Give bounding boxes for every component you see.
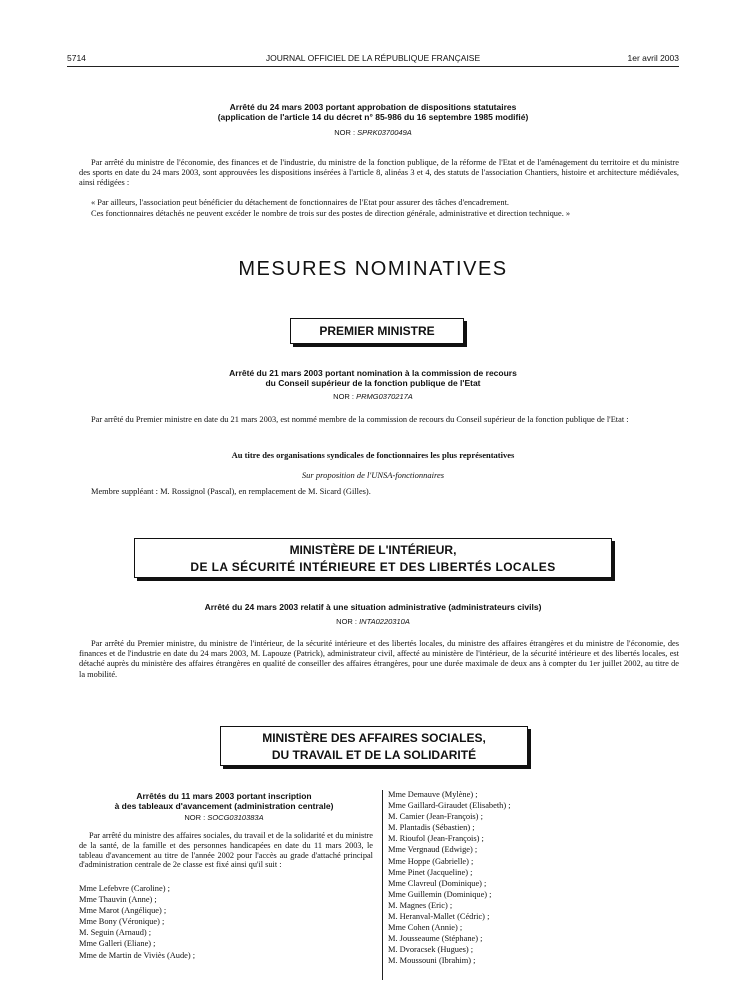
pm-subheading: Au titre des organisations syndicales de fonctionnaires les plus représentatives [231, 450, 515, 460]
header-rule [67, 66, 679, 67]
arrete1-title-line2: (application de l'article 14 du décret n° 85-986 du 16 septembre 1985 modifié) [217, 112, 529, 122]
list-item: Mme Lefebvre (Caroline) ; [79, 884, 170, 893]
arrete1-quote1: « Par ailleurs, l'association peut bénéficier du détachement de fonctionnaires de l'Etat pour assurer des tâches d'encadrement. [91, 198, 509, 207]
list-item: M. Magnes (Eric) ; [388, 900, 453, 910]
as-title-line1: Arrêtés du 11 mars 2003 portant inscription [136, 791, 312, 801]
pm-title-line1: Arrêté du 21 mars 2003 portant nomination à la commission de recours [229, 368, 517, 378]
list-item: Mme Bony (Véronique) ; [79, 917, 165, 927]
interieur-nor [67, 617, 679, 626]
list-item: Mme Pinet (Jacqueline) ; [388, 867, 473, 877]
interieur-box-line2: DE LA SÉCURITÉ INTÉRIEURE ET DES LIBERTÉS LOCALES [190, 560, 556, 574]
list-item: Mme Demauve (Mylène) ; [388, 790, 478, 799]
list-item: Mme Vergnaud (Edwige) ; [388, 845, 478, 855]
arrete1-nor [67, 128, 679, 137]
list-item: Mme Galleri (Eliane) ; [79, 939, 156, 949]
interieur-body: Par arrêté du Premier ministre, du ministre de l'intérieur, de la sécurité intérieure et des libertés locales, du ministre des affaires étrangères et du ministre de l'économie, des finances et de l'industrie en date du 24 mars 2003, M. Lapouze (Patrick), administrateur civil, affecté au ministère de l'intérieur, de la sécurité intérieure et des libertés locales, est détaché auprès du ministère des affaires étrangères en qualité de conseiller des affaires étrangères, pour une durée maximale de deux ans à compter du 1er juillet 2002, au titre de la mobilité. [79, 639, 679, 679]
as-body: Par arrêté du ministre des affaires sociales, du travail et de la solidarité et du ministre de la santé, de la famille et des personnes handicapées en date du 11 mars 2003, le tableau d'avancement au titre de l'année 2002 pour l'accès au grade d'attaché principal d'administration centrale de 2e classe est fixé ainsi qu'il suit : [79, 831, 373, 870]
journal-title: JOURNAL OFFICIEL DE LA RÉPUBLIQUE FRANÇAISE [265, 53, 481, 63]
pm-body: Par arrêté du Premier ministre en date du 21 mars 2003, est nommé membre de la commission de recours du Conseil supérieur de la fonction publique de l'Etat : [91, 415, 629, 424]
arrete1-title-line1: Arrêté du 24 mars 2003 portant approbation de dispositions statutaires [229, 102, 517, 112]
list-item: M. Jousseaume (Stéphane) ; [388, 934, 483, 944]
nor-code: SPRK0370049A [357, 128, 412, 137]
page-header [67, 53, 679, 65]
nor-label: NOR : [336, 617, 357, 626]
affaires-sociales-box-line1: MINISTÈRE DES AFFAIRES SOCIALES, [262, 731, 486, 745]
issue-date: 1er avril 2003 [627, 53, 679, 63]
premier-ministre-box [290, 318, 464, 344]
pm-italic-line: Sur proposition de l'UNSA-fonctionnaires [301, 470, 445, 480]
nor-label: NOR : [334, 128, 356, 137]
list-item: Mme Cohen (Annie) ; [388, 923, 463, 933]
list-item: M. Camier (Jean-François) ; [388, 812, 483, 822]
affaires-sociales-box-line2: DU TRAVAIL ET DE LA SOLIDARITÉ [271, 748, 477, 762]
affaires-sociales-box [220, 726, 528, 766]
pm-title-line2: du Conseil supérieur de la fonction publique de l'Etat [265, 378, 481, 388]
list-item: Mme Clavreul (Dominique) ; [388, 878, 487, 888]
as-list-left [79, 883, 373, 961]
list-item: Mme Marot (Angélique) ; [79, 906, 167, 916]
list-item: M. Moussouni (Ibrahim) ; [388, 956, 476, 966]
nor-label: NOR : [184, 813, 206, 822]
list-item: M. Heranval-Mallet (Cédric) ; [388, 912, 490, 922]
interieur-title: Arrêté du 24 mars 2003 relatif à une situation administrative (administrateurs civils) [204, 602, 542, 612]
list-item: M. Plantadis (Sébastien) ; [388, 823, 475, 833]
as-nor [79, 813, 369, 822]
list-item: Mme de Martin de Viviès (Aude) ; [79, 950, 196, 960]
list-item: M. Rioufol (Jean-François) ; [388, 834, 484, 844]
list-item: Mme Hoppe (Gabrielle) ; [388, 856, 474, 866]
column-divider [382, 790, 383, 980]
arrete1-body: Par arrêté du ministre de l'économie, des finances et de l'industrie, du ministre de la fonction publique, de la réforme de l'Etat et de l'aménagement du territoire et du ministre des sports en date du 24 mars 2003, sont approuvées les dispositions insérées à l'article 8, alinéas 3 et 4, des statuts de l'association Chantiers, histoire et architecture médiévales, ainsi rédigées : [79, 158, 679, 188]
as-list-right [388, 789, 678, 967]
arrete1-quote2: Ces fonctionnaires détachés ne peuvent excéder le nombre de trois sur des postes de direction générale, administrative et direction technique. » [91, 209, 571, 218]
interieur-box [134, 538, 612, 578]
list-item: Mme Thauvin (Anne) ; [79, 895, 157, 905]
nor-label: NOR : [333, 392, 355, 401]
pm-nor [67, 392, 679, 401]
list-item: Mme Gaillard-Giraudet (Elisabeth) ; [388, 801, 511, 811]
nor-code: PRMG0370217A [356, 392, 413, 401]
as-title-line2: à des tableaux d'avancement (administration centrale) [114, 801, 334, 811]
interieur-box-line1: MINISTÈRE DE L'INTÉRIEUR, [289, 543, 457, 557]
page-number: 5714 [67, 53, 86, 63]
nor-code: INTA0220310A [359, 617, 410, 626]
list-item: M. Dvoracsek (Hugues) ; [388, 945, 474, 955]
section-title: MESURES NOMINATIVES [238, 258, 508, 280]
premier-ministre-label: PREMIER MINISTRE [319, 324, 435, 338]
nor-code: SOCG0310383A [207, 813, 264, 822]
list-item: Mme Guillemin (Dominique) ; [388, 889, 492, 899]
list-item: M. Seguin (Arnaud) ; [79, 928, 152, 938]
pm-member: Membre suppléant : M. Rossignol (Pascal), en remplacement de M. Sicard (Gilles). [91, 487, 371, 496]
